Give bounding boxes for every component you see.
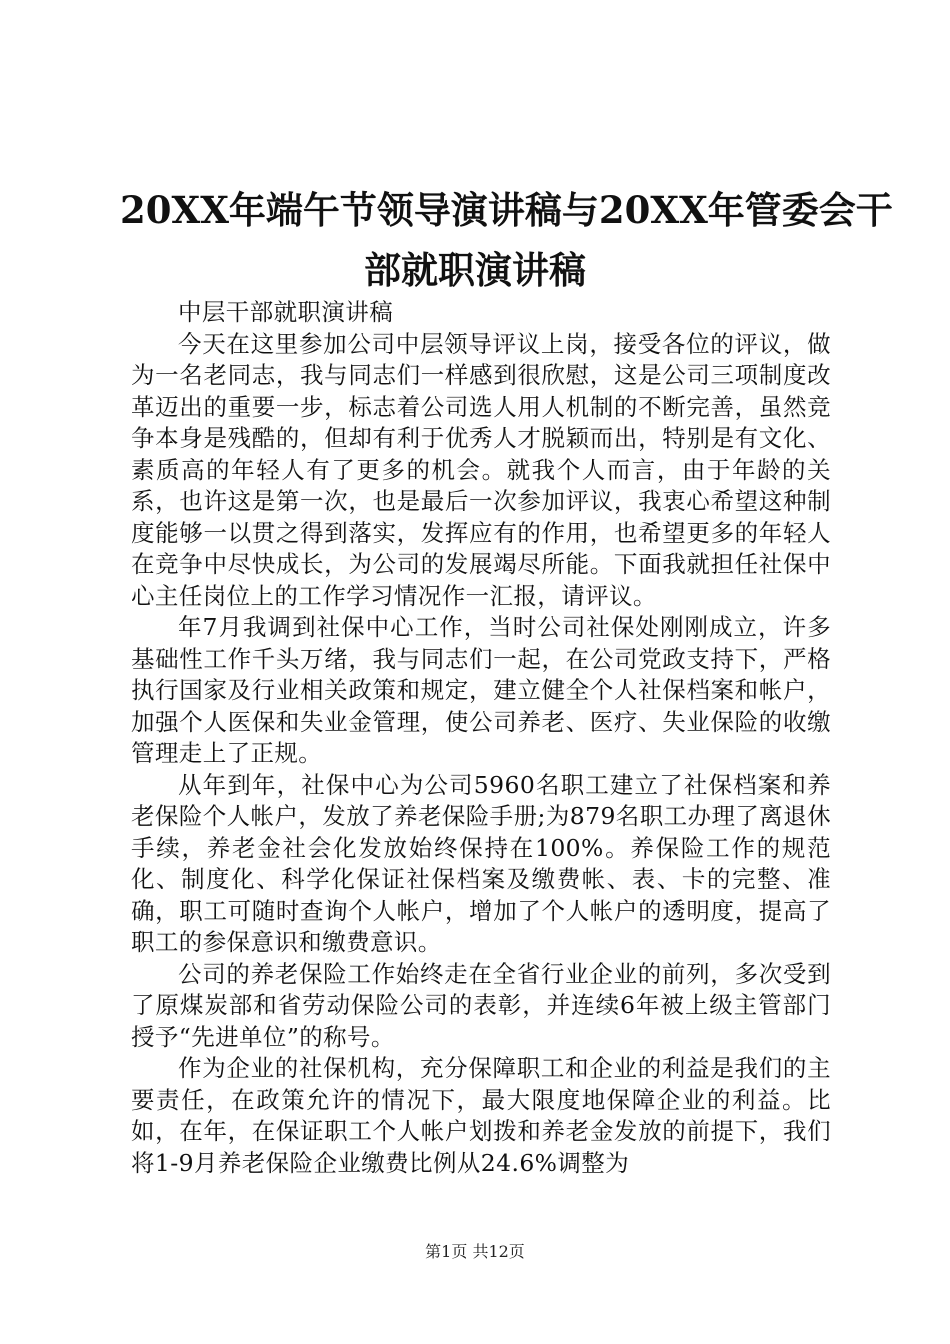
section-subheading: 中层干部就职演讲稿 bbox=[178, 298, 394, 326]
paragraph-3: 从年到年，社保中心为公司5960名职工建立了社保档案和养老保险个人帐户，发放了养老保险手册;为879名职工办理了离退休手续，养老金社会化发放始终保持在100%。养保险工作的规范化、制度化、科学化保证社保档案及缴费帐、表、卡的完整、准确，职工可随时查询个人帐户，增加了个人帐户的透明度，提高了职工的参保意识和缴费意识。 bbox=[131, 770, 831, 956]
title-line-1: 20XX年端午节领导演讲稿与20XX年管委会干 bbox=[120, 188, 893, 232]
paragraph-2: 年7月我调到社保中心工作，当时公司社保处刚刚成立，许多基础性工作千头万绪，我与同志们一起，在公司党政支持下，严格执行国家及行业相关政策和规定，建立健全个人社保档案和帐户，加强个人医保和失业金管理，使公司养老、医疗、失业保险的收缴管理走上了正规。 bbox=[131, 613, 831, 767]
paragraph-4: 公司的养老保险工作始终走在全省行业企业的前列，多次受到了原煤炭部和省劳动保险公司的表彰，并连续6年被上级主管部门授予“先进单位”的称号。 bbox=[131, 959, 831, 1051]
paragraph-1: 今天在这里参加公司中层领导评议上岗，接受各位的评议，做为一名老同志，我与同志们一样感到很欣慰，这是公司三项制度改革迈出的重要一步，标志着公司选人用人机制的不断完善，虽然竞争本身是残酷的，但却有利于优秀人才脱颖而出，特别是有文化、素质高的年轻人有了更多的机会。就我个人而言，由于年龄的关系，也许这是第一次，也是最后一次参加评议，我衷心希望这种制度能够一以贯之得到落实，发挥应有的作用，也希望更多的年轻人在竞争中尽快成长，为公司的发展竭尽所能。下面我就担任社保中心主任岗位上的工作学习情况作一汇报，请评议。 bbox=[131, 329, 831, 610]
document-body bbox=[131, 297, 831, 1179]
document-title bbox=[120, 180, 893, 300]
page-number-footer: 第1页 共12页 bbox=[425, 1242, 525, 1261]
paragraph-5: 作为企业的社保机构，充分保障职工和企业的利益是我们的主要责任，在政策允许的情况下，最大限度地保障企业的利益。比如，在年，在保证职工个人帐户划拨和养老金发放的前提下，我们将1-9月养老保险企业缴费比例从24.6%调整为 bbox=[131, 1054, 831, 1177]
title-line-2: 部就职演讲稿 bbox=[364, 248, 586, 292]
